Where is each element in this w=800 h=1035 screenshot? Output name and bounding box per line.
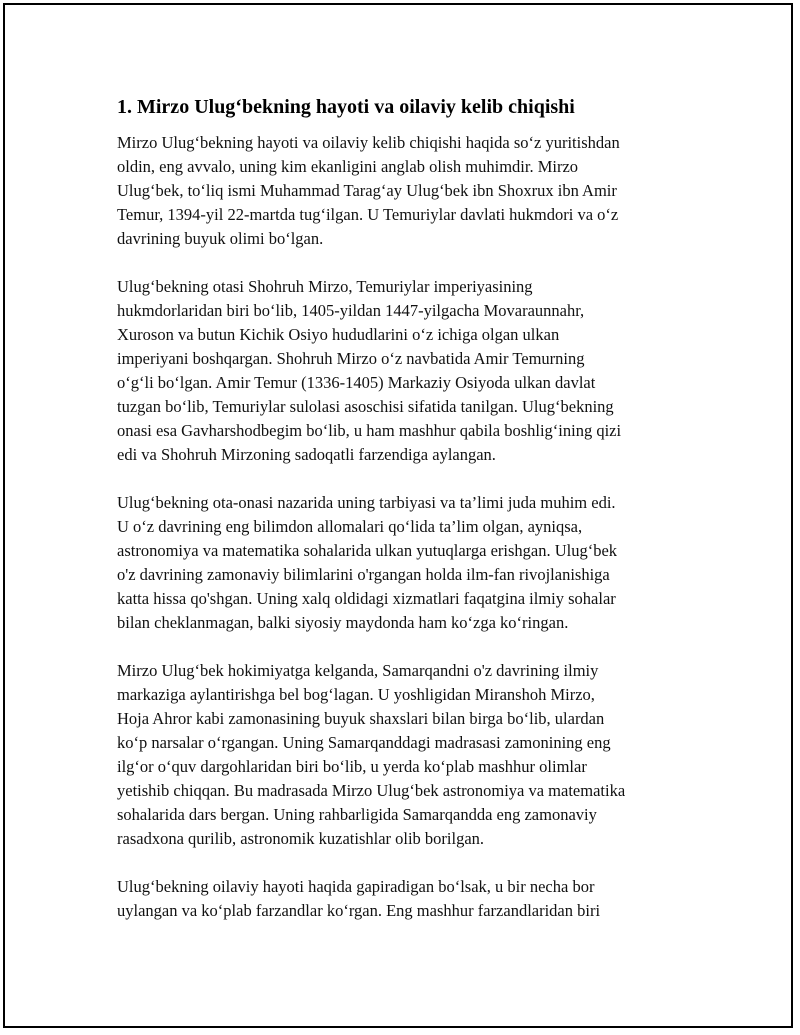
document-body [117, 93, 689, 947]
section-title: 1. Mirzo Ulug‘bekning hayoti va oilaviy kelib chiqishi [117, 96, 575, 118]
paragraph-5: Ulug‘bekning oilaviy hayoti haqida gapiradigan bo‘lsak, u bir necha bor uylangan va ko‘plab farzandlar ko‘rgan. Eng mashhur farzandlaridan biri [117, 877, 601, 920]
paragraph-4: Mirzo Ulug‘bek hokimiyatga kelganda, Samarqandni o'z davrining ilmiy markaziga aylantirishga bel bog‘lagan. U yoshligidan Miranshoh Mirzo, Hoja Ahror kabi zamonasining buyuk shaxslari bilan birga bo‘lib, ulardan ko‘p narsalar o‘rgangan. Uning Samarqanddagi madrasasi zamonining eng ilg‘or o‘quv dargohlaridan biri bo‘lib, u yerda ko‘plab mashhur olimlar yetishib chiqqan. Bu madrasada Mirzo Ulug‘bek astronomiya va matematika sohalarida dars bergan. Uning rahbarligida Samarqandda eng zamonaviy rasadxona qurilib, astronomik kuzatishlar olib borilgan. [117, 661, 626, 848]
paragraph-1: Mirzo Ulug‘bekning hayoti va oilaviy kelib chiqishi haqida so‘z yuritishdan oldin, eng avvalo, uning kim ekanligini anglab olish muhimdir. Mirzo Ulug‘bek, to‘liq ismi Muhammad Tarag‘ay Ulug‘bek ibn Shoxrux ibn Amir Temur, 1394-yil 22-martda tug‘ilgan. U Temuriylar davlati hukmdori va o‘z davrining buyuk olimi bo‘lgan. [117, 133, 620, 248]
paragraph-2: Ulug‘bekning otasi Shohruh Mirzo, Temuriylar imperiyasining hukmdorlaridan biri bo‘lib, 1405-yildan 1447-yilgacha Movaraunnahr, Xuroson va butun Kichik Osiyo hududlarini o‘z ichiga olgan ulkan imperiyani boshqargan. Shohruh Mirzo o‘z navbatida Amir Temurning o‘g‘li bo‘lgan. Amir Temur (1336-1405) Markaziy Osiyoda ulkan davlat tuzgan bo‘lib, Temuriylar sulolasi asoschisi sifatida tanilgan. Ulug‘bekning onasi esa Gavharshodbegim bo‘lib, u ham mashhur qabila boshlig‘ining qizi edi va Shohruh Mirzoning sadoqatli farzendiga aylangan. [117, 277, 622, 464]
paragraph-3: Ulug‘bekning ota-onasi nazarida uning tarbiyasi va ta’limi juda muhim edi. U o‘z davrining eng bilimdon allomalari qo‘lida ta’lim olgan, ayniqsa, astronomiya va matematika sohalarida ulkan yutuqlarga erishgan. Ulug‘bek o'z davrining zamonaviy bilimlarini o'rgangan holda ilm-fan rivojlanishiga katta hissa qo'shgan. Uning xalq oldidagi xizmatlari faqatgina ilmiy sohalar bilan cheklanmagan, balki siyosiy maydonda ham ko‘zga ko‘ringan. [117, 493, 618, 632]
